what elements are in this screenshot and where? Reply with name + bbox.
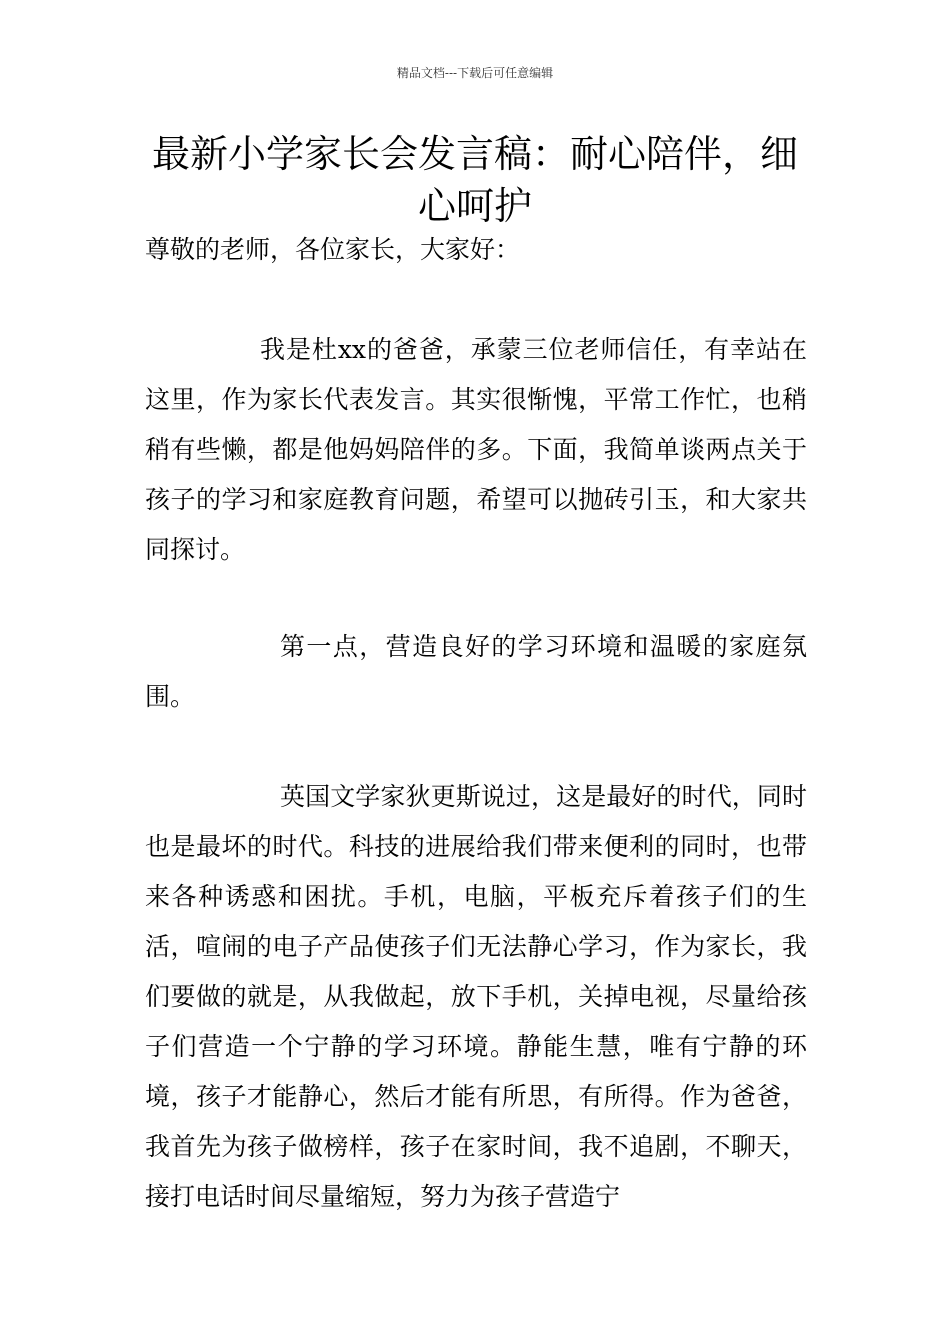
header-note: 精品文档---下载后可任意编辑 (396, 66, 554, 80)
body-paragraph-2: 第一点，营造良好的学习环境和温暖的家庭氛围。 (145, 632, 807, 711)
greeting-paragraph: 尊敬的老师，各位家长，大家好： (145, 235, 521, 264)
body-paragraph-3: 英国文学家狄更斯说过，这是最好的时代，同时也是最坏的时代。科技的进展给我们带来便利的同时，也带来各种诱惑和困扰。手机，电脑，平板充斥着孩子们的生活，喧闹的电子产品使孩子们无法静心学习，作为家长，我们要做的就是，从我做起，放下手机，关掉电视，尽量给孩子们营造一个宁静的学习环境。静能生慧，唯有宁静的环境，孩子才能静心，然后才能有所思，有所得。作为爸爸，我首先为孩子做榜样，孩子在家时间，我不追剧，不聊天，接打电话时间尽量缩短，努力为孩子营造宁 (145, 782, 807, 1211)
document-title: 最新小学家长会发言稿：耐心陪伴，细心呵护 (151, 132, 798, 228)
body-paragraph-1: 我是杜xx的爸爸，承蒙三位老师信任，有幸站在这里，作为家长代表发言。其实很惭愧，平常工作忙，也稍稍有些懒，都是他妈妈陪伴的多。下面，我简单谈两点关于孩子的学习和家庭教育问题，希望可以抛砖引玉，和大家共同探讨。 (145, 335, 807, 564)
